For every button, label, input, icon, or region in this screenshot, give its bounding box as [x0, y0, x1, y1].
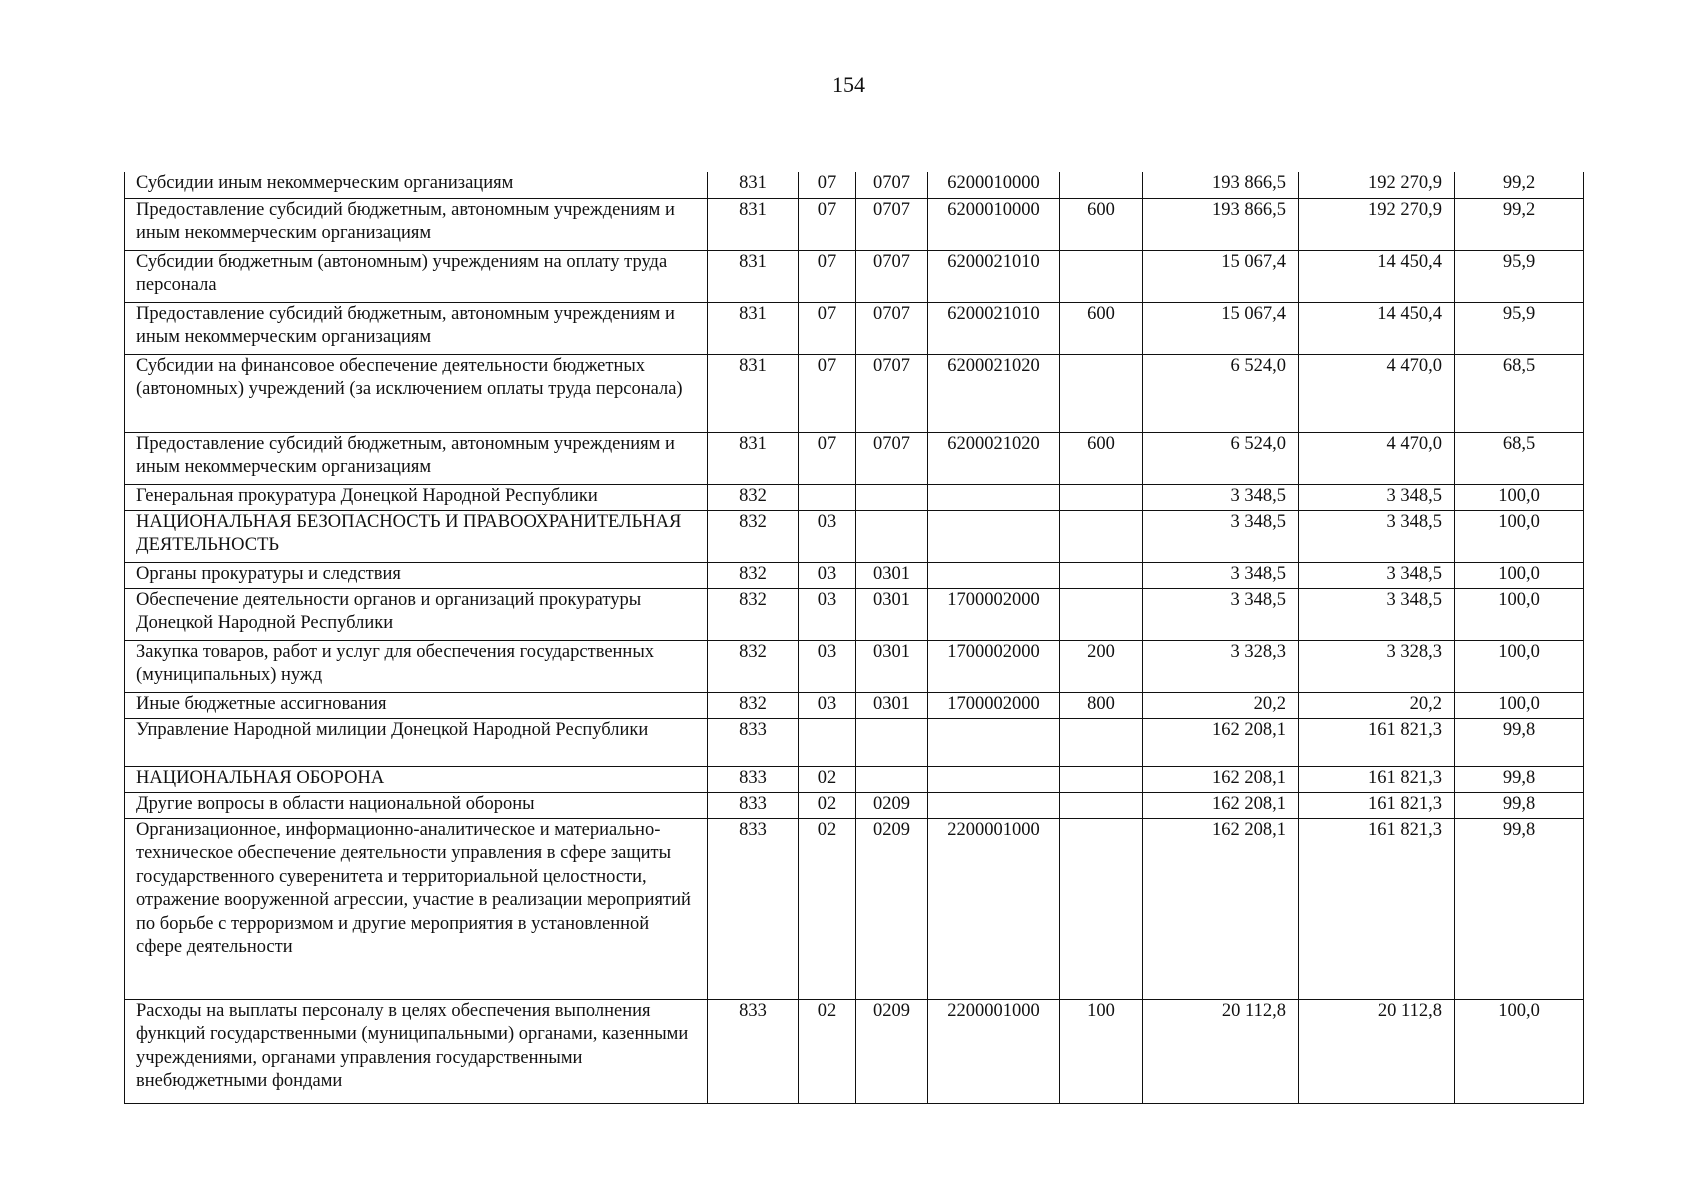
ministry-code: 832	[708, 484, 799, 510]
table-row	[125, 766, 1584, 792]
planned-amount: 193 866,5	[1143, 172, 1299, 198]
table-row	[125, 250, 1584, 302]
execution-percent: 100,0	[1455, 510, 1584, 562]
planned-amount: 162 208,1	[1143, 792, 1299, 818]
ministry-code: 833	[708, 818, 799, 999]
execution-percent: 99,8	[1455, 792, 1584, 818]
row-name: Субсидии иным некоммерческим организациям	[125, 172, 708, 198]
row-name: Генеральная прокуратура Донецкой Народной Республики	[125, 484, 708, 510]
execution-percent: 100,0	[1455, 692, 1584, 718]
expense-type-code	[1060, 510, 1143, 562]
table-row	[125, 510, 1584, 562]
ministry-code: 832	[708, 562, 799, 588]
planned-amount: 6 524,0	[1143, 432, 1299, 484]
actual-amount: 161 821,3	[1299, 792, 1455, 818]
subsection-code: 0209	[856, 818, 928, 999]
row-name: Другие вопросы в области национальной обороны	[125, 792, 708, 818]
execution-percent: 100,0	[1455, 640, 1584, 692]
section-code	[799, 718, 856, 766]
table-row	[125, 692, 1584, 718]
actual-amount: 192 270,9	[1299, 172, 1455, 198]
subsection-code: 0301	[856, 640, 928, 692]
execution-percent: 100,0	[1455, 562, 1584, 588]
table-row	[125, 198, 1584, 250]
table-row	[125, 484, 1584, 510]
table-row	[125, 640, 1584, 692]
section-code: 02	[799, 766, 856, 792]
row-name: Предоставление субсидий бюджетным, автономным учреждениям и иным некоммерческим организациям	[125, 432, 708, 484]
table-row	[125, 792, 1584, 818]
execution-percent: 99,2	[1455, 198, 1584, 250]
subsection-code: 0301	[856, 588, 928, 640]
ministry-code: 831	[708, 432, 799, 484]
planned-amount: 20,2	[1143, 692, 1299, 718]
target-code: 6200021020	[928, 432, 1060, 484]
subsection-code: 0209	[856, 999, 928, 1103]
ministry-code: 831	[708, 250, 799, 302]
planned-amount: 162 208,1	[1143, 818, 1299, 999]
row-name: Органы прокуратуры и следствия	[125, 562, 708, 588]
execution-percent: 99,8	[1455, 718, 1584, 766]
planned-amount: 3 348,5	[1143, 562, 1299, 588]
execution-percent: 95,9	[1455, 250, 1584, 302]
ministry-code: 833	[708, 718, 799, 766]
section-code: 07	[799, 198, 856, 250]
planned-amount: 3 348,5	[1143, 510, 1299, 562]
planned-amount: 162 208,1	[1143, 766, 1299, 792]
ministry-code: 832	[708, 510, 799, 562]
expense-type-code	[1060, 354, 1143, 432]
table-row	[125, 718, 1584, 766]
actual-amount: 14 450,4	[1299, 302, 1455, 354]
execution-percent: 95,9	[1455, 302, 1584, 354]
expense-type-code: 600	[1060, 198, 1143, 250]
table-row	[125, 818, 1584, 999]
expense-type-code	[1060, 250, 1143, 302]
section-code: 07	[799, 172, 856, 198]
planned-amount: 3 348,5	[1143, 484, 1299, 510]
row-name: Организационное, информационно-аналитическое и материально-техническое обеспечение деятельности управления в сфере защиты государственного суверенитета и территориальной целостности, отражение вооруженной агрессии, участие в реализации мероприятий по борьбе с терроризмом и другие мероприятия в установленной сфере деятельности	[125, 818, 708, 999]
actual-amount: 3 328,3	[1299, 640, 1455, 692]
section-code: 07	[799, 354, 856, 432]
table-row	[125, 302, 1584, 354]
actual-amount: 3 348,5	[1299, 562, 1455, 588]
actual-amount: 4 470,0	[1299, 432, 1455, 484]
target-code	[928, 562, 1060, 588]
subsection-code: 0707	[856, 302, 928, 354]
ministry-code: 831	[708, 198, 799, 250]
table-row	[125, 172, 1584, 198]
subsection-code: 0707	[856, 198, 928, 250]
expense-type-code	[1060, 818, 1143, 999]
row-name: Управление Народной милиции Донецкой Народной Республики	[125, 718, 708, 766]
section-code: 03	[799, 562, 856, 588]
row-name: НАЦИОНАЛЬНАЯ БЕЗОПАСНОСТЬ И ПРАВООХРАНИТЕЛЬНАЯ ДЕЯТЕЛЬНОСТЬ	[125, 510, 708, 562]
target-code: 1700002000	[928, 640, 1060, 692]
section-code: 07	[799, 432, 856, 484]
section-code: 03	[799, 640, 856, 692]
table-row	[125, 432, 1584, 484]
target-code: 1700002000	[928, 692, 1060, 718]
expense-type-code	[1060, 484, 1143, 510]
ministry-code: 833	[708, 999, 799, 1103]
actual-amount: 161 821,3	[1299, 766, 1455, 792]
target-code	[928, 718, 1060, 766]
actual-amount: 4 470,0	[1299, 354, 1455, 432]
execution-percent: 100,0	[1455, 999, 1584, 1103]
expense-type-code	[1060, 792, 1143, 818]
subsection-code	[856, 766, 928, 792]
ministry-code: 831	[708, 302, 799, 354]
ministry-code: 832	[708, 588, 799, 640]
expense-type-code: 600	[1060, 302, 1143, 354]
target-code: 6200010000	[928, 172, 1060, 198]
execution-percent: 100,0	[1455, 484, 1584, 510]
expense-type-code: 600	[1060, 432, 1143, 484]
table-row	[125, 999, 1584, 1103]
actual-amount: 20,2	[1299, 692, 1455, 718]
actual-amount: 3 348,5	[1299, 484, 1455, 510]
target-code: 6200021020	[928, 354, 1060, 432]
execution-percent: 99,2	[1455, 172, 1584, 198]
subsection-code: 0707	[856, 354, 928, 432]
planned-amount: 6 524,0	[1143, 354, 1299, 432]
execution-percent: 68,5	[1455, 354, 1584, 432]
target-code	[928, 792, 1060, 818]
budget-table	[124, 172, 1584, 1104]
section-code: 07	[799, 302, 856, 354]
actual-amount: 161 821,3	[1299, 818, 1455, 999]
subsection-code: 0707	[856, 250, 928, 302]
row-name: Расходы на выплаты персоналу в целях обеспечения выполнения функций государственными (муниципальными) органами, казенными учреждениями, органами управления государственными внебюджетными фондами	[125, 999, 708, 1103]
table-row	[125, 588, 1584, 640]
ministry-code: 832	[708, 692, 799, 718]
target-code	[928, 766, 1060, 792]
section-code: 02	[799, 999, 856, 1103]
planned-amount: 20 112,8	[1143, 999, 1299, 1103]
target-code: 6200010000	[928, 198, 1060, 250]
execution-percent: 99,8	[1455, 818, 1584, 999]
actual-amount: 20 112,8	[1299, 999, 1455, 1103]
row-name: Иные бюджетные ассигнования	[125, 692, 708, 718]
section-code: 07	[799, 250, 856, 302]
actual-amount: 3 348,5	[1299, 588, 1455, 640]
execution-percent: 68,5	[1455, 432, 1584, 484]
expense-type-code	[1060, 562, 1143, 588]
subsection-code: 0209	[856, 792, 928, 818]
section-code	[799, 484, 856, 510]
target-code: 6200021010	[928, 302, 1060, 354]
subsection-code: 0301	[856, 562, 928, 588]
target-code	[928, 510, 1060, 562]
planned-amount: 15 067,4	[1143, 302, 1299, 354]
subsection-code	[856, 718, 928, 766]
row-name: Субсидии бюджетным (автономным) учреждениям на оплату труда персонала	[125, 250, 708, 302]
ministry-code: 832	[708, 640, 799, 692]
expense-type-code	[1060, 718, 1143, 766]
actual-amount: 3 348,5	[1299, 510, 1455, 562]
planned-amount: 162 208,1	[1143, 718, 1299, 766]
expense-type-code: 100	[1060, 999, 1143, 1103]
section-code: 03	[799, 510, 856, 562]
target-code: 1700002000	[928, 588, 1060, 640]
expense-type-code	[1060, 172, 1143, 198]
ministry-code: 831	[708, 172, 799, 198]
target-code: 6200021010	[928, 250, 1060, 302]
subsection-code: 0301	[856, 692, 928, 718]
table-row	[125, 354, 1584, 432]
subsection-code	[856, 484, 928, 510]
row-name: Обеспечение деятельности органов и организаций прокуратуры Донецкой Народной Республики	[125, 588, 708, 640]
actual-amount: 192 270,9	[1299, 198, 1455, 250]
target-code: 2200001000	[928, 999, 1060, 1103]
row-name: Закупка товаров, работ и услуг для обеспечения государственных (муниципальных) нужд	[125, 640, 708, 692]
row-name: Субсидии на финансовое обеспечение деятельности бюджетных (автономных) учреждений (за исключением оплаты труда персонала)	[125, 354, 708, 432]
subsection-code	[856, 510, 928, 562]
planned-amount: 3 348,5	[1143, 588, 1299, 640]
planned-amount: 3 328,3	[1143, 640, 1299, 692]
expense-type-code	[1060, 766, 1143, 792]
planned-amount: 15 067,4	[1143, 250, 1299, 302]
section-code: 02	[799, 792, 856, 818]
execution-percent: 99,8	[1455, 766, 1584, 792]
subsection-code: 0707	[856, 432, 928, 484]
section-code: 03	[799, 588, 856, 640]
target-code	[928, 484, 1060, 510]
row-name: НАЦИОНАЛЬНАЯ ОБОРОНА	[125, 766, 708, 792]
target-code: 2200001000	[928, 818, 1060, 999]
execution-percent: 100,0	[1455, 588, 1584, 640]
row-name: Предоставление субсидий бюджетным, автономным учреждениям и иным некоммерческим организациям	[125, 302, 708, 354]
expense-type-code	[1060, 588, 1143, 640]
section-code: 03	[799, 692, 856, 718]
page-number: 154	[832, 72, 865, 97]
subsection-code: 0707	[856, 172, 928, 198]
actual-amount: 14 450,4	[1299, 250, 1455, 302]
ministry-code: 831	[708, 354, 799, 432]
section-code: 02	[799, 818, 856, 999]
expense-type-code: 800	[1060, 692, 1143, 718]
table-row	[125, 562, 1584, 588]
ministry-code: 833	[708, 792, 799, 818]
expense-type-code: 200	[1060, 640, 1143, 692]
planned-amount: 193 866,5	[1143, 198, 1299, 250]
ministry-code: 833	[708, 766, 799, 792]
row-name: Предоставление субсидий бюджетным, автономным учреждениям и иным некоммерческим организациям	[125, 198, 708, 250]
actual-amount: 161 821,3	[1299, 718, 1455, 766]
